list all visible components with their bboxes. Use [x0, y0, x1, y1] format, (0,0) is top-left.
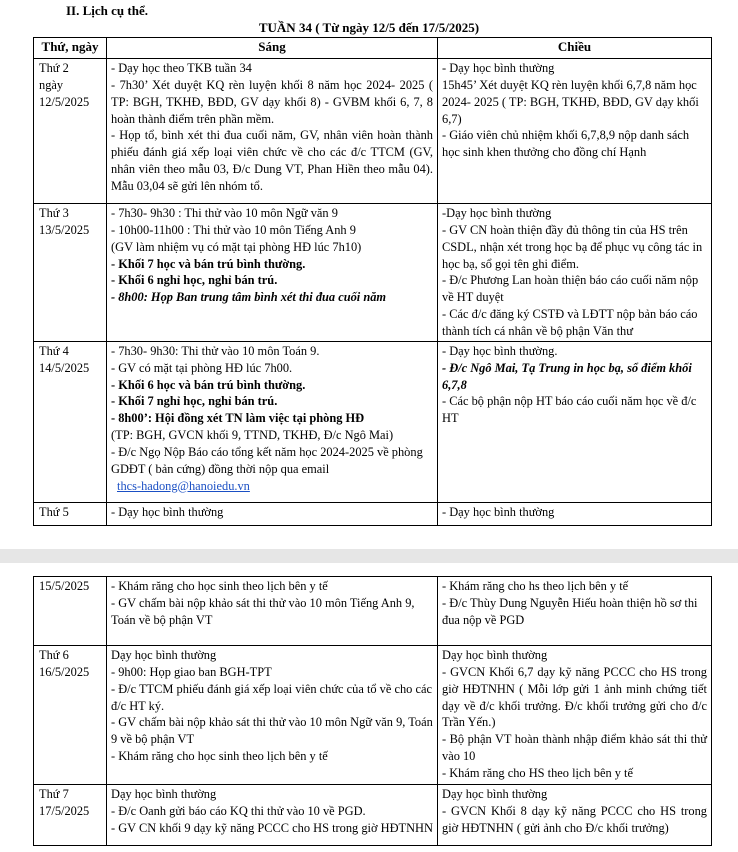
day-label: Thứ 3	[39, 206, 69, 220]
schedule-item: - Khám răng cho HS theo lịch bên y tế	[442, 766, 633, 781]
schedule-item: - Đ/c Oanh gửi báo cáo KQ thi thử vào 10 về PGD.	[111, 803, 366, 818]
schedule-item: - 8h00: Họp Ban trung tâm bình xét thi đua cuối năm	[111, 290, 387, 305]
schedule-item: Dạy học bình thường	[111, 787, 217, 801]
schedule-item: - GV chấm bài nộp khảo sát thi thử vào 10 môn Tiếng Anh 9, Toán về bộ phận VT	[111, 595, 415, 627]
afternoon-cell	[438, 577, 712, 646]
schedule-item: - Khối 7 nghỉ học, nghỉ bán trú.	[111, 394, 278, 409]
schedule-item: - 8h00’: Hội đồng xét TN làm việc tại phòng HĐ	[111, 411, 365, 426]
morning-cell	[107, 502, 438, 525]
schedule-item: - GV có mặt tại phòng HĐ lúc 7h00.	[111, 360, 293, 375]
table-row	[34, 785, 712, 846]
day-label: 12/5/2025	[39, 94, 90, 109]
schedule-item: - 7h30- 9h30: Thi thử vào 10 môn Toán 9.	[111, 343, 320, 358]
day-cell	[34, 577, 107, 646]
schedule-item: - GVCN Khối 6,7 dạy kỹ năng PCCC cho HS trong giờ HĐTNHN ( Mỗi lớp gửi 1 ảnh minh chứng tiết dạy về đ/c khối trưởng. Đ/c khối trưởng gửi cho đ/c Trần Yến.)	[442, 664, 707, 730]
schedule-item: - Khối 6 nghỉ học, nghỉ bán trú.	[111, 273, 278, 288]
schedule-item: - Dạy học bình thường	[442, 61, 555, 75]
header-afternoon: Chiều	[438, 38, 712, 59]
day-label: Thứ 5	[39, 504, 69, 519]
morning-cell	[107, 59, 438, 204]
afternoon-cell	[438, 502, 712, 525]
schedule-item: - Dạy học bình thường	[442, 504, 555, 519]
schedule-item: - Họp tổ, bình xét thi đua cuối năm, GV, nhân viên hoàn thành phiếu đánh giá xếp loại viên chức về cho các đ/c TTCM (GV, nhân viên theo mẫu 03, Đ/c Dung VT, Phan Hiền theo mẫu 04). Mẫu 03,04 sẽ gửi lên nhóm tổ.	[111, 128, 433, 194]
schedule-item: - 10h00-11h00 : Thi thử vào 10 môn Tiếng Anh 9	[111, 222, 356, 237]
afternoon-cell	[438, 341, 712, 502]
schedule-item: - Bộ phận VT hoàn thành nhập điểm khảo sát thi thử vào 10	[442, 732, 707, 764]
morning-cell	[107, 785, 438, 846]
schedule-item: Dạy học bình thường	[111, 648, 217, 662]
day-cell	[34, 785, 107, 846]
day-cell	[34, 646, 107, 785]
afternoon-cell	[438, 59, 712, 204]
day-cell	[34, 341, 107, 502]
table-row	[34, 204, 712, 342]
afternoon-cell	[438, 785, 712, 846]
header-morning: Sáng	[107, 38, 438, 59]
schedule-item: - Khám răng cho hs theo lịch bên y tế	[442, 579, 629, 593]
day-cell	[34, 502, 107, 525]
morning-cell	[107, 646, 438, 785]
email-link[interactable]: thcs-hadong@hanoiedu.vn	[117, 478, 250, 493]
schedule-table-week34	[33, 37, 712, 526]
schedule-item: - Khám răng cho học sinh theo lịch bên y tế	[111, 579, 328, 593]
schedule-item: - Đ/c Phương Lan hoàn thiện báo cáo cuối năm nộp về HT duyệt	[442, 273, 699, 305]
day-label: 15/5/2025	[39, 579, 90, 593]
schedule-item: - Dạy học theo TKB tuần 34	[111, 61, 252, 75]
schedule-item: - Khối 7 học và bán trú bình thường.	[111, 256, 306, 271]
day-label: Thứ 6	[39, 648, 69, 662]
schedule-item: - Các đ/c đăng ký CSTĐ và LĐTT nộp bản báo cáo thành tích cá nhân về bộ phận Văn thư	[442, 307, 698, 339]
section-title: II. Lịch cụ thể.	[66, 3, 148, 18]
schedule-item: - Đ/c Thùy Dung Nguyễn Hiếu hoàn thiện hồ sơ thi đua nộp về PGD	[442, 595, 698, 627]
morning-cell	[107, 204, 438, 342]
schedule-item: (GV làm nhiệm vụ có mặt tại phòng HĐ lúc 7h10)	[111, 239, 362, 254]
schedule-item: - 7h30- 9h30 : Thi thử vào 10 môn Ngữ văn 9	[111, 206, 338, 220]
morning-cell	[107, 341, 438, 502]
schedule-item: Dạy học bình thường	[442, 787, 548, 801]
schedule-item: - GV CN hoàn thiện đầy đủ thông tin của HS trên CSDL, nhận xét trong học bạ để phục vụ công tác in học bạ, sổ gọi tên ghi điểm.	[442, 222, 703, 271]
table-row	[34, 646, 712, 785]
schedule-item: - Khối 6 học và bán trú bình thường.	[111, 377, 306, 392]
week-title: TUẦN 34 ( Từ ngày 12/5 đến 17/5/2025)	[258, 20, 480, 35]
schedule-item: (TP: BGH, GVCN khối 9, TTND, TKHĐ, Đ/c Ngô Mai)	[111, 428, 394, 443]
day-label: ngày	[39, 77, 64, 92]
schedule-item: - Đ/c Ngọ Nộp Báo cáo tổng kết năm học 2024-2025 về phòng GDĐT ( bản cứng) đồng thời nộp qua email	[111, 445, 423, 476]
table-header-row	[34, 38, 712, 59]
page-break	[0, 549, 738, 563]
schedule-item: 15h45’ Xét duyệt KQ rèn luyện khối 6,7,8 năm học 2024- 2025 ( TP: BGH, TKHĐ, BĐD, GV dạy khối 6,7)	[442, 77, 699, 126]
header-day: Thứ, ngày	[34, 38, 107, 59]
day-cell	[34, 59, 107, 204]
schedule-item: - Giáo viên chủ nhiệm khối 6,7,8,9 nộp danh sách học sinh khen thưởng cho đồng chí Hạnh	[442, 128, 690, 160]
table-row	[34, 341, 712, 502]
schedule-item: - Đ/c TTCM phiếu đánh giá xếp loại viên chức của tổ về cho các đ/c HT ký.	[111, 681, 432, 713]
day-label: Thứ 7	[39, 787, 69, 801]
schedule-item: - Dạy học bình thường	[111, 504, 224, 519]
table-row	[34, 577, 712, 646]
table-row	[34, 59, 712, 204]
schedule-item: -Dạy học bình thường	[442, 206, 552, 220]
schedule-item: Dạy học bình thường	[442, 648, 548, 662]
schedule-item: - 9h00: Họp giao ban BGH-TPT	[111, 664, 272, 679]
day-label: 17/5/2025	[39, 803, 90, 818]
schedule-item: - GVCN Khối 8 dạy kỹ năng PCCC cho HS trong giờ HĐTNHN ( gửi ảnh cho Đ/c khối trưởng)	[442, 803, 707, 835]
afternoon-cell	[438, 204, 712, 342]
table-row	[34, 502, 712, 525]
day-cell	[34, 204, 107, 342]
schedule-item: - Đ/c Ngô Mai, Tạ Trung in học bạ, sổ điểm khối 6,7,8	[442, 360, 692, 392]
schedule-item: - Dạy học bình thường.	[442, 343, 558, 358]
schedule-item: - 7h30’ Xét duyệt KQ rèn luyện khối 8 năm học 2024- 2025 ( TP: BGH, TKHĐ, BĐD, GV dạy khối 8) - GVBM khối 6, 7, 8 hoàn thành điểm trên phần mềm.	[111, 77, 433, 126]
morning-cell	[107, 577, 438, 646]
schedule-item: - GV CN khối 9 dạy kỹ năng PCCC cho HS trong giờ HĐTNHN	[111, 820, 433, 835]
schedule-item: - Các bộ phận nộp HT báo cáo cuối năm học về đ/c HT	[442, 394, 697, 426]
schedule-table-continued	[33, 576, 712, 846]
day-label: 14/5/2025	[39, 360, 90, 375]
day-label: 16/5/2025	[39, 664, 90, 679]
day-label: Thứ 4	[39, 343, 69, 358]
day-label: Thứ 2	[39, 61, 69, 75]
day-label: 13/5/2025	[39, 222, 90, 237]
afternoon-cell	[438, 646, 712, 785]
schedule-item: - GV chấm bài nộp khảo sát thi thử vào 10 môn Ngữ văn 9, Toán 9 về bộ phận VT	[111, 715, 433, 747]
schedule-item: - Khám răng cho học sinh theo lịch bên y tế	[111, 749, 328, 764]
